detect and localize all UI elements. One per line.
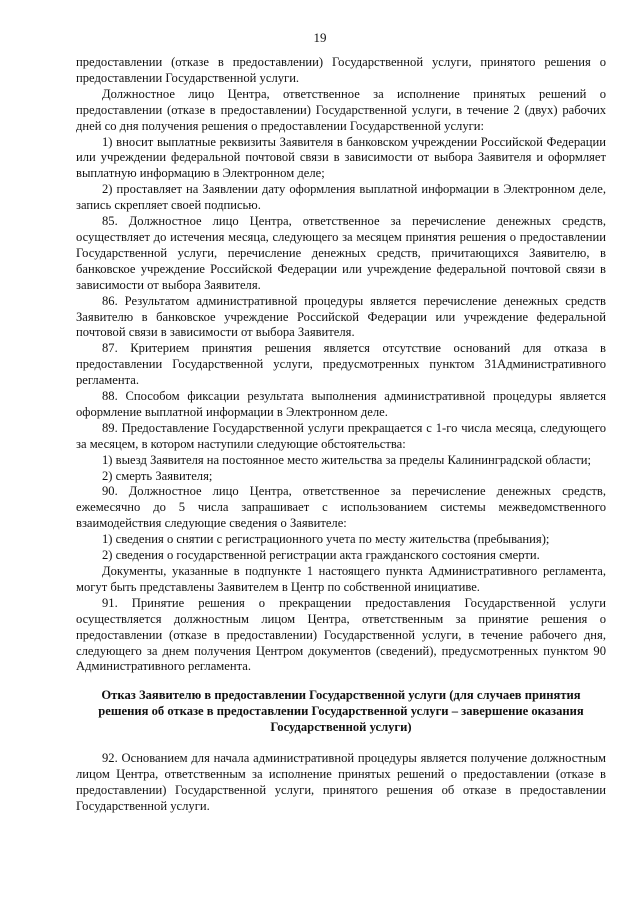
paragraph-89-item-1: 1) выезд Заявителя на постоянное место жительства за пределы Калининградской области; [102,452,592,467]
paragraph-90-documents: Документы, указанные в подпункте 1 настоящего пункта Административного регламента, могут быть представлены Заявителем в Центр по собственной инициативе. [76,564,606,594]
section-heading: Отказ Заявителю в предоставлении Государственной услуги (для случаев принятия решения об отказе в предоставлении Государственной услуги – завершение оказания Государственной услуги) [98,688,584,735]
paragraph-90-item-2: 2) сведения о государственной регистрации акта гражданского состояния смерти. [102,548,540,563]
paragraph-90: 90. Должностное лицо Центра, ответственное за перечисление денежных средств, ежемесячно до 5 числа запрашивает с использованием системы межведомственного взаимодействия следующие сведения о Заявителе: [76,484,606,531]
paragraph-item-2: 2) проставляет на Заявлении дату оформления выплатной информации в Электронном деле, запись скрепляет своей подписью. [76,182,606,213]
paragraph-89-item-2: 2) смерть Заявителя; [102,468,213,483]
paragraph-continuation: предоставлении (отказе в предоставлении) Государственной услуги, принятого решения о предоставлении Государственной услуги. [76,55,606,85]
paragraph-90-item-1: 1) сведения о снятии с регистрационного учета по месту жительства (пребывания); [102,532,550,547]
paragraph-85: 85. Должностное лицо Центра, ответственное за перечисление денежных средств, осуществляет до истечения месяца, следующего за месяцем принятия решения о предоставлении Государственной услуги, перечисление денежных средств, причитающихся Заявителю, в банковское учреждение Российской Федерации или учреждение федеральной почтовой связи в зависимости от выбора Заявителя. [76,214,606,292]
paragraph-92: 92. Основанием для начала административной процедуры является получение должностным лицом Центра, ответственным за исполнение принятых решений о предоставлении (отказе в предоставлении) Государственной услуги, принятого решения об отказе в предоставлении Государственной услуги. [76,751,606,813]
page-number: 19 [313,30,327,45]
paragraph-91: 91. Принятие решения о прекращении предоставления Государственной услуги осуществляется должностным лицом Центра, ответственным за принятие решения о предоставлении (отказе в предоставлении) Государственной услуги, в течение рабочего дня, следующего за днем получения Центром документов (сведений), предусмотренных пунктом 90 Административного регламента. [76,595,606,674]
paragraph-86: 86. Результатом административной процедуры является перечисление денежных средств Заявителю в банковское учреждение Российской Федерации или учреждение федеральной почтовой связи в зависимости от выбора Заявителя. [76,293,606,340]
paragraph-official-duties: Должностное лицо Центра, ответственное за исполнение принятых решений о предоставлении (отказе в предоставлении) Государственной услуги, в течение 2 (двух) рабочих дней со дня получения решения о предоставлении Государственной услуги: [76,86,606,133]
paragraph-item-1: 1) вносит выплатные реквизиты Заявителя в банковском учреждении Российской Федерации или учреждении федеральной почтовой связи в зависимости от выбора Заявителя и оформляет выплатную информацию в Электронном деле; [76,134,606,181]
document-body [76,55,606,815]
paragraph-88: 88. Способом фиксации результата выполнения административной процедуры является оформление выплатной информации в Электронном деле. [76,389,606,419]
paragraph-89: 89. Предоставление Государственной услуги прекращается с 1-го числа месяца, следующего за месяцем, в котором наступили следующие обстоятельства: [76,420,606,451]
paragraph-87: 87. Критерием принятия решения является отсутствие оснований для отказа в предоставлении Государственной услуги, предусмотренных пунктом 31Административного регламента. [76,341,606,388]
